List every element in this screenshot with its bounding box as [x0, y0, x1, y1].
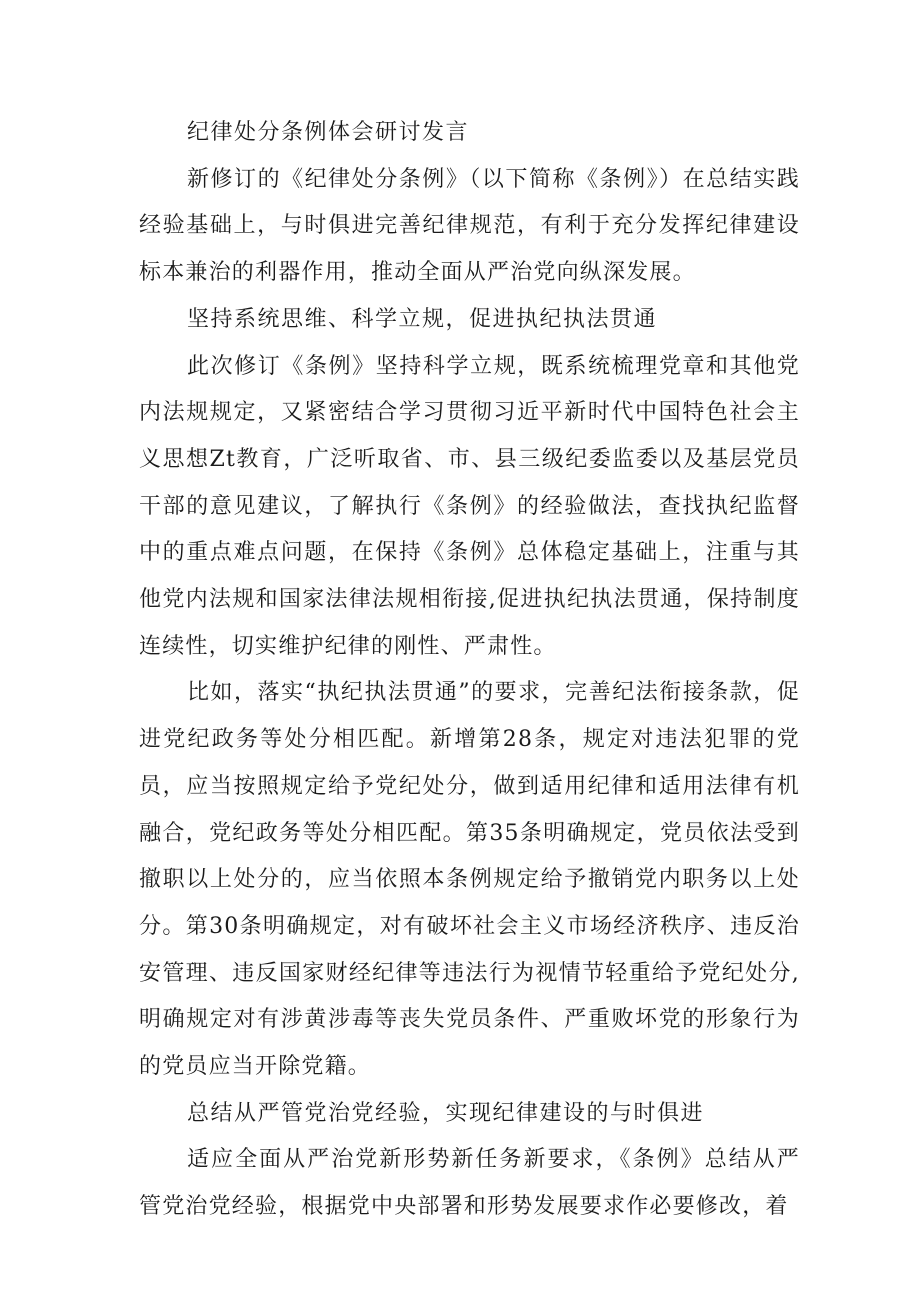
section-heading-2: 总结从严管党治党经验，实现纪律建设的与时俱进 — [187, 1100, 705, 1126]
section-2-paragraph-1: 适应全面从严治党新形势新任务新要求，《条例》总结从严管党治党经验，根据党中央部署和形势发展要求作必要修改，着 — [139, 1147, 800, 1220]
document-title: 纪律处分条例体会研讨发言 — [187, 120, 470, 145]
section-1-paragraph-1: 此次修订《条例》坚持科学立规，既系统梳理党章和其他党内法规规定，又紧密结合学习贯彻习近平新时代中国特色社会主义思想Zt教育，广泛听取省、市、县三级纪委监委以及基层党员干部的意见建议，了解执行《条例》的经验做法，查找执纪监督中的重点难点问题，在保持《条例》总体稳定基础上，注重与其他党内法规和国家法律法规相衔接,促进执纪执法贯通，保持制度连续性，切实维护纪律的刚性、严肃性。 — [139, 353, 800, 659]
section-1-paragraph-2: 比如，落实“执纪执法贯通”的要求，完善纪法衔接条款，促进党纪政务等处分相匹配。新增第28条，规定对违法犯罪的党员，应当按照规定给予党纪处分，做到适用纪律和适用法律有机融合，党纪政务等处分相匹配。第35条明确规定，党员依法受到撤职以上处分的，应当依照本条例规定给予撤销党内职务以上处分。第30条明确规定，对有破坏社会主义市场经济秩序、违反治安管理、违反国家财经纪律等违法行为视情节轻重给予党纪处分,明确规定对有涉黄涉毒等丧失党员条件、严重败坏党的形象行为的党员应当开除党籍。 — [139, 680, 800, 1080]
intro-paragraph: 新修订的《纪律处分条例》（以下简称《条例》）在总结实践经验基础上，与时俱进完善纪律规范，有利于充分发挥纪律建设标本兼治的利器作用，推动全面从严治党向纵深发展。 — [139, 166, 800, 286]
section-heading-1: 坚持系统思维、科学立规，促进执纪执法贯通 — [187, 306, 658, 332]
document-body — [139, 110, 800, 1231]
